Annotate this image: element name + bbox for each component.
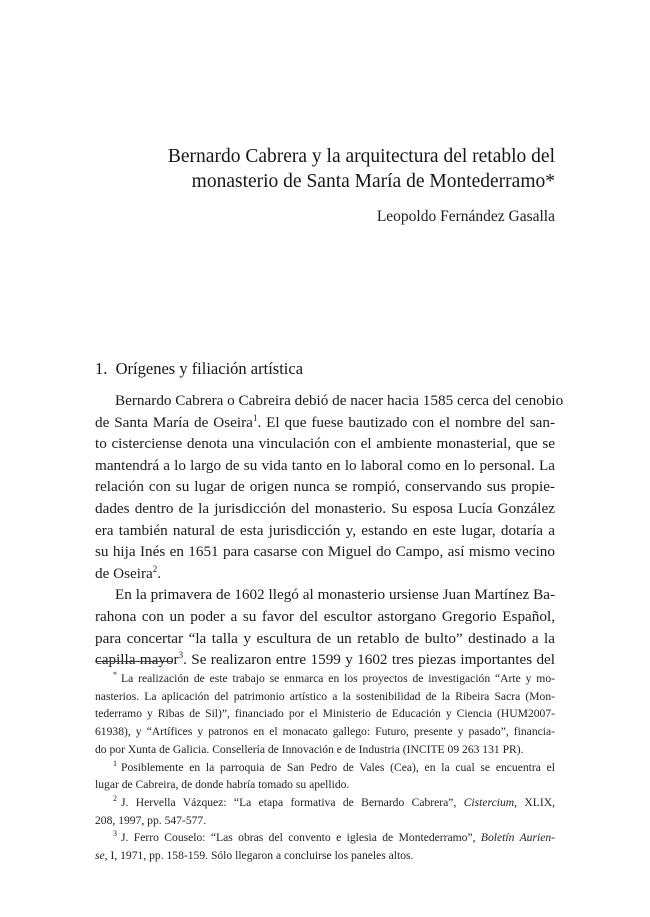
footnote-line: do por Xunta de Galicia. Consellería de Innovación e de Industria (INCITE 09 263 131 PR). (95, 742, 524, 756)
footnote-line: nasterios. La aplicación del patrimonio artístico a la sostenibilidad de la Ribeira Sacra (Mon- (95, 689, 555, 703)
body-text (95, 390, 564, 671)
title-line-1: Bernardo Cabrera y la arquitectura del retablo del (167, 146, 555, 167)
body-line: mantendrá a lo largo de su vida tanto en lo laboral como en lo personal. La (95, 456, 555, 474)
footnote-line: $^1$ Posiblemente en la parroquia de San Pedro de Vales (Cea), en la cual se encuentra el (113, 758, 555, 774)
footnote-ref: 1 (252, 412, 258, 423)
body-line: relación con su lugar de origen nunca se rompió, conservando sus propie- (95, 478, 555, 496)
title-line-2: monasterio de Santa María de Montederramo* (191, 171, 555, 192)
journal-title: se (95, 849, 105, 863)
article-title (95, 144, 555, 194)
section-number: 1. (95, 359, 108, 378)
journal-title: Cistercium (463, 795, 515, 809)
footnote-divider (95, 661, 173, 662)
section-title: Orígenes y filiación artística (115, 359, 304, 378)
footnote-marker: 2 (113, 794, 117, 804)
author-name: Leopoldo Fernández Gasalla (376, 208, 555, 225)
footnote-line: tederramo y Ribas de Sil)”, financiado por el Ministerio de Educación y Ciencia (HUM2007- (95, 707, 555, 721)
footnote-line: 61938), y “Artífices y patronos en el monacato gallego: Futuro, presente y pasado”, financia- (95, 725, 555, 739)
body-line: to cisterciense denota una vinculación con el ambiente monasterial, que se (95, 435, 555, 453)
footnote-line: $^3$ J. Ferro Couselo: “Las obras del convento e iglesia de Montederramo”, Boletín Aurien- (113, 829, 555, 845)
footnote-line: * La realización de este trabajo se enmarca en los proyectos de investigación “Arte y mo- (113, 670, 555, 685)
body-line: Bernardo Cabrera o Cabreira debió de nacer hacia 1585 cerca del cenobio (115, 392, 564, 409)
body-line: de Oseira$^2$. (95, 563, 162, 582)
footnote-ref: 2 (152, 563, 158, 574)
body-line: para concertar “la talla y escultura de un retablo de bulto” destinado a la (95, 629, 555, 647)
journal-title: Boletín Aurien- (480, 831, 555, 845)
footnote-line: $^2$ J. Hervella Vázquez: “La etapa formativa de Bernardo Cabrera”, Cistercium, XLIX, (113, 794, 555, 809)
footnote-ref: 3 (178, 650, 184, 661)
footnote-line: 208, 1997, pp. 547-577. (95, 813, 207, 827)
body-line: su hija Inés en 1651 para casarse con Miguel do Campo, así mismo vecino (95, 543, 555, 561)
footnote-marker: * (113, 670, 117, 680)
footnotes (95, 670, 555, 865)
footnote-marker: 3 (113, 829, 117, 839)
footnote-line: lugar de Cabreira, de donde habría tomado su apellido. (95, 778, 350, 792)
body-line: era también natural de esta jurisdicción y, estando en este lugar, dotaría a (95, 521, 555, 539)
body-line: rahona con un poder a su favor del escultor astorgano Gregorio Español, (95, 607, 555, 625)
body-line: dades dentro de la jurisdicción del monasterio. Su esposa Lucía González (95, 499, 555, 517)
footnote-line: se, I, 1971, pp. 158-159. Sólo llegaron a concluirse los paneles altos. (95, 849, 414, 863)
footnote-marker: 1 (113, 758, 117, 768)
body-line: capilla mayor$^3$. Se realizaron entre 1599 y 1602 tres piezas importantes del (95, 650, 555, 669)
body-line: de Santa María de Oseira$^1$. El que fuese bautizado con el nombre del san- (95, 412, 556, 431)
section-heading (95, 359, 303, 379)
body-line: En la primavera de 1602 llegó al monasterio ursiense Juan Martínez Ba- (115, 586, 555, 604)
